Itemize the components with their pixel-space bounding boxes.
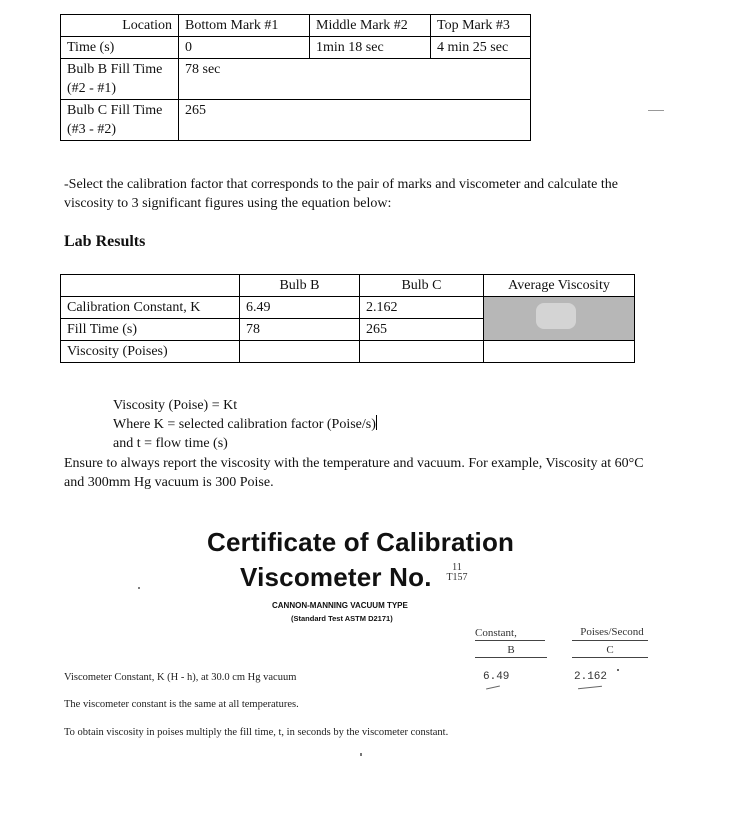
table-header-cell: Location — [61, 15, 179, 37]
text-cursor — [376, 415, 377, 430]
table-cell: Bulb C Fill Time (#3 - #2) — [61, 100, 179, 141]
table-header-row — [61, 15, 531, 37]
table-header-cell: Bulb C — [360, 275, 484, 297]
table-header-row — [61, 275, 635, 297]
table-cell: 265 — [179, 100, 531, 141]
pen-mark — [578, 686, 602, 690]
constant-c-value: 2.162 — [574, 671, 608, 683]
divider — [572, 640, 648, 641]
lab-results-table — [60, 274, 635, 363]
table-row — [61, 59, 531, 100]
table-header-cell — [61, 275, 240, 297]
constant-row-label: Viscometer Constant, K (H - h), at 30.0 cm Hg vacuum — [64, 672, 297, 683]
table-cell — [484, 341, 635, 363]
viscometer-number-bottom: T157 — [446, 572, 468, 583]
lab-results-heading: Lab Results — [64, 233, 146, 250]
report-note: Ensure to always report the viscosity with the temperature and vacuum. For example, Viscosity at 60°C and 300mm Hg vacuum is 300 Poise. — [64, 456, 644, 490]
average-viscosity-cell — [484, 297, 635, 341]
constant-same-note: The viscometer constant is the same at all temperatures. — [64, 699, 299, 710]
redaction-patch — [536, 303, 576, 329]
speck — [138, 587, 140, 589]
astm-standard: (Standard Test ASTM D2171) — [291, 614, 393, 623]
equation-line-2 — [113, 415, 377, 434]
table-cell: Time (s) — [61, 37, 179, 59]
viscometer-type: CANNON-MANNING VACUUM TYPE — [272, 601, 408, 610]
table-row — [61, 297, 635, 319]
stray-mark — [648, 110, 664, 111]
speck — [360, 753, 362, 756]
table-cell: 265 — [360, 319, 484, 341]
table-row — [61, 341, 635, 363]
table-cell — [240, 341, 360, 363]
column-b-label: B — [507, 644, 515, 656]
divider — [572, 657, 648, 658]
divider — [475, 640, 545, 641]
obtain-viscosity-note: To obtain viscosity in poises multiply the fill time, t, in seconds by the viscometer constant. — [64, 727, 449, 738]
certificate-title: Certificate of Calibration — [207, 527, 515, 557]
table-cell: 4 min 25 sec — [431, 37, 531, 59]
column-c-label: C — [606, 644, 614, 656]
certificate-subtitle: Viscometer No. — [240, 562, 432, 592]
viscometer-number — [444, 562, 470, 583]
table-cell: Viscosity (Poises) — [61, 341, 240, 363]
viscometer-number-top: 11 — [452, 562, 462, 573]
table-cell: 2.162 — [360, 297, 484, 319]
table-cell: Bulb B Fill Time (#2 - #1) — [61, 59, 179, 100]
table-header-cell: Middle Mark #2 — [310, 15, 431, 37]
divider — [475, 657, 547, 658]
constant-b-value: 6.49 — [483, 671, 510, 683]
speck — [617, 669, 619, 671]
poises-column-header: Poises/Second — [580, 626, 644, 638]
table-header-cell: Average Viscosity — [484, 275, 635, 297]
table-header-cell: Top Mark #3 — [431, 15, 531, 37]
table-cell: 0 — [179, 37, 310, 59]
equation-line-1: Viscosity (Poise) = Kt — [113, 398, 238, 413]
table-cell: 6.49 — [240, 297, 360, 319]
table-header-cell: Bulb B — [240, 275, 360, 297]
instruction-text: -Select the calibration factor that corresponds to the pair of marks and viscometer and calculate the viscosity to 3 significant figures using the equation below: — [64, 177, 618, 211]
timing-table — [60, 14, 531, 141]
table-cell: Calibration Constant, K — [61, 297, 240, 319]
table-cell — [360, 341, 484, 363]
pen-mark — [486, 686, 500, 690]
table-row — [61, 37, 531, 59]
constant-column-header: Constant, — [475, 627, 517, 639]
equation-line-3: and t = flow time (s) — [113, 436, 228, 451]
table-cell: 78 — [240, 319, 360, 341]
table-row — [61, 100, 531, 141]
table-cell: 78 sec — [179, 59, 531, 100]
table-cell: 1min 18 sec — [310, 37, 431, 59]
equation-line-2-text: Where K = selected calibration factor (Poise/s) — [113, 417, 376, 432]
table-header-cell: Bottom Mark #1 — [179, 15, 310, 37]
table-cell: Fill Time (s) — [61, 319, 240, 341]
